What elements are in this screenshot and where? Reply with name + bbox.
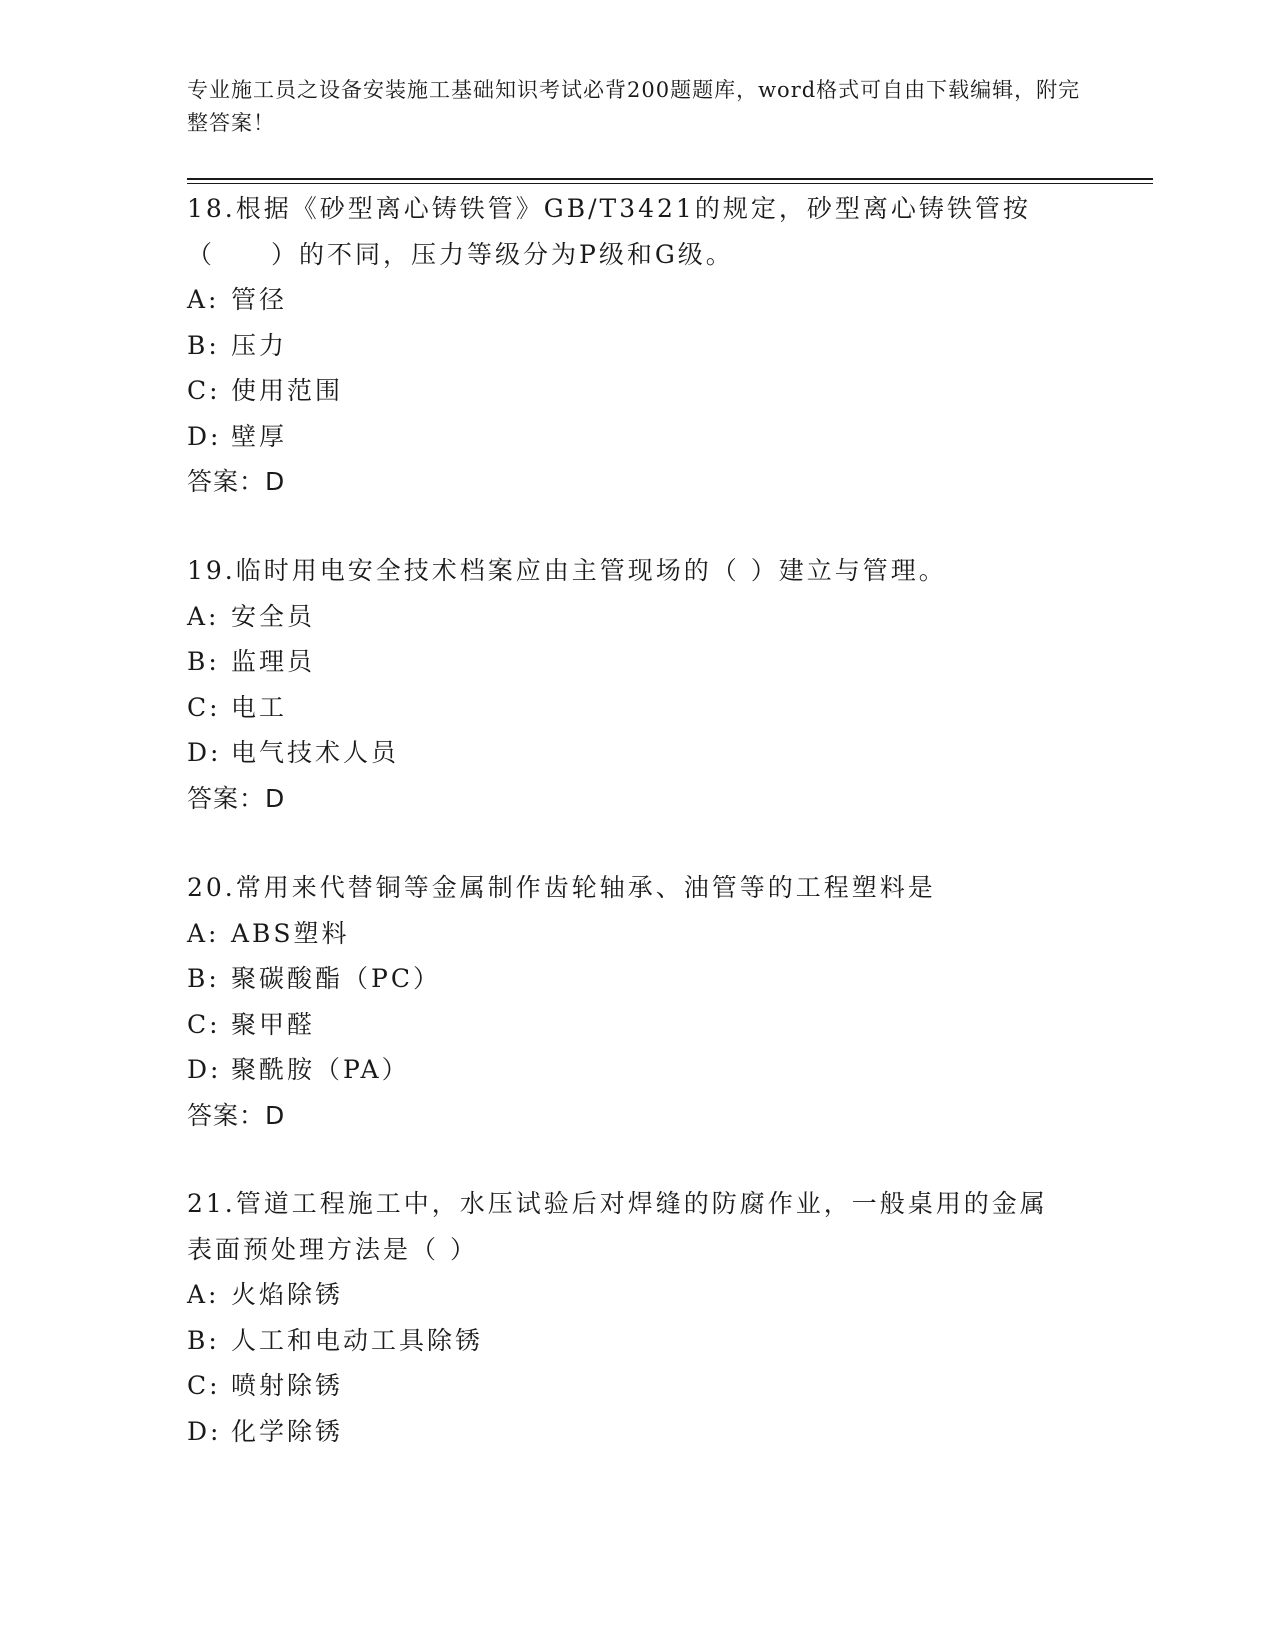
option-text: 火焰除锈 <box>231 1280 344 1309</box>
option-d <box>187 1409 1087 1455</box>
option-c <box>187 1002 1087 1048</box>
option-text: 聚甲醛 <box>231 1009 316 1039</box>
option-key: D: <box>187 421 222 451</box>
option-key: D: <box>187 1055 222 1084</box>
option-b <box>187 1318 1087 1364</box>
option-text: 电工 <box>231 692 288 722</box>
option-key: B: <box>187 1325 220 1355</box>
question-21 <box>187 1181 1087 1454</box>
question-text: 21.管道工程施工中，水压试验后对焊缝的防腐作业，一般桌用的金属表面预处理方法是（ ） <box>187 1189 1048 1264</box>
option-text: 化学除锈 <box>231 1416 344 1446</box>
option-text: 监理员 <box>231 647 316 676</box>
option-c <box>187 1363 1087 1409</box>
option-text: 人工和电动工具除锈 <box>231 1325 484 1355</box>
option-d <box>187 730 1087 776</box>
option-b <box>187 956 1087 1002</box>
option-key: A: <box>187 601 220 631</box>
answer: 答案：D <box>187 1100 286 1130</box>
option-key: B: <box>187 330 220 360</box>
option-a <box>187 911 1087 957</box>
option-key: A: <box>187 285 220 314</box>
document-header: 专业施工员之设备安装施工基础知识考试必背200题题库，word格式可自由下载编辑，附完整答案！ <box>187 78 1081 135</box>
option-a <box>187 594 1087 640</box>
header-divider-thin <box>187 183 1153 184</box>
option-a <box>187 277 1087 323</box>
option-key: B: <box>187 964 220 993</box>
option-key: C: <box>187 692 221 722</box>
question-text: 20.常用来代替铜等金属制作齿轮轴承、油管等的工程塑料是 <box>187 873 936 902</box>
option-key: B: <box>187 647 220 676</box>
option-text: 电气技术人员 <box>231 738 400 767</box>
option-text: 使用范围 <box>231 376 344 405</box>
option-b <box>187 639 1087 685</box>
option-b <box>187 323 1087 369</box>
answer: 答案：D <box>187 467 286 496</box>
question-19 <box>187 548 1087 821</box>
option-text: 喷射除锈 <box>231 1371 344 1400</box>
option-key: D: <box>187 738 222 767</box>
option-text: 壁厚 <box>231 421 288 451</box>
header-divider-thick <box>187 178 1153 180</box>
option-a <box>187 1272 1087 1318</box>
option-key: A: <box>187 918 220 948</box>
answer: 答案：D <box>187 783 286 813</box>
option-d <box>187 414 1087 460</box>
option-d <box>187 1047 1087 1093</box>
option-c <box>187 368 1087 414</box>
option-key: A: <box>187 1280 220 1309</box>
question-text: 18.根据《砂型离心铸铁管》GB/T3421的规定，砂型离心铸铁管按（ ）的不同，压力等级分为P级和G级。 <box>187 194 1031 269</box>
option-text: ABS塑料 <box>231 918 350 948</box>
question-18 <box>187 186 1087 505</box>
option-key: C: <box>187 1009 221 1039</box>
option-text: 聚酰胺（PA） <box>231 1055 410 1084</box>
option-text: 聚碳酸酯（PC） <box>231 964 441 993</box>
question-text: 19.临时用电安全技术档案应由主管现场的（ ）建立与管理。 <box>187 556 947 585</box>
option-key: D: <box>187 1416 222 1446</box>
question-20 <box>187 865 1087 1138</box>
option-key: C: <box>187 1371 221 1400</box>
option-key: C: <box>187 376 221 405</box>
option-text: 压力 <box>231 330 288 360</box>
option-text: 管径 <box>231 285 288 314</box>
option-text: 安全员 <box>231 601 316 631</box>
option-c <box>187 685 1087 731</box>
